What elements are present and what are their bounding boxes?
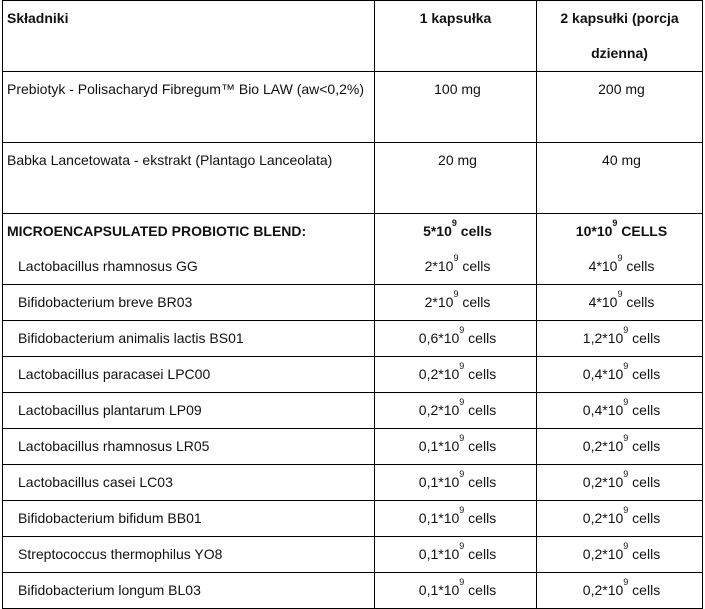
dose-exponent: 9 — [459, 361, 465, 371]
dose-unit: cells — [456, 223, 492, 239]
strain-dose-one-capsule — [375, 501, 537, 537]
dose-value: 0,2*10 — [582, 510, 624, 526]
dose-exponent: 9 — [617, 253, 623, 263]
dose-value: 0,2*10 — [418, 366, 460, 382]
strain-row — [3, 357, 703, 393]
strain-dose-two-capsules — [537, 429, 703, 465]
dose-two-capsules: 200 mg — [537, 72, 703, 143]
dose-unit: cells — [464, 330, 497, 346]
dose-unit: cells — [628, 402, 661, 418]
blend-dose-two-capsules — [537, 214, 703, 250]
strain-dose-two-capsules — [537, 573, 703, 609]
dose-exponent: 9 — [623, 505, 629, 515]
dose-value: 5*10 — [423, 223, 452, 239]
dose-unit: cells — [464, 402, 497, 418]
strain-dose-two-capsules — [537, 321, 703, 357]
dose-two-capsules: 40 mg — [537, 143, 703, 214]
dose-unit: cells — [628, 474, 661, 490]
dose-value: 2*10 — [424, 258, 454, 274]
dose-unit: cells — [464, 546, 497, 562]
strain-dose-one-capsule — [375, 285, 537, 321]
dose-unit: cells — [622, 294, 655, 310]
dose-value: 0,1*10 — [418, 474, 460, 490]
dose-exponent: 9 — [459, 397, 465, 407]
header-one-capsule: 1 kapsułka — [375, 1, 537, 72]
header-ingredients: Składniki — [3, 1, 375, 72]
dose-value: 4*10 — [588, 294, 618, 310]
strain-row — [3, 393, 703, 429]
dose-value: 0,1*10 — [418, 582, 460, 598]
strain-row — [3, 429, 703, 465]
strain-dose-one-capsule — [375, 357, 537, 393]
dose-unit: cells — [628, 510, 661, 526]
table-header-row — [3, 1, 703, 72]
ingredients-table — [2, 0, 703, 609]
strain-row — [3, 321, 703, 357]
dose-value: 0,2*10 — [582, 582, 624, 598]
strain-dose-two-capsules — [537, 465, 703, 501]
strain-name: Lactobacillus paracasei LPC00 — [3, 357, 375, 393]
strain-name: Lactobacillus rhamnosus LR05 — [3, 429, 375, 465]
strain-name: Streptococcus thermophilus YO8 — [3, 537, 375, 573]
dose-value: 0,1*10 — [418, 510, 460, 526]
strain-name: Bifidobacterium bifidum BB01 — [3, 501, 375, 537]
strain-dose-one-capsule — [375, 249, 537, 285]
strain-dose-one-capsule — [375, 573, 537, 609]
dose-value: 0,2*10 — [418, 402, 460, 418]
strain-dose-two-capsules — [537, 357, 703, 393]
dose-exponent: 9 — [459, 577, 465, 587]
strain-name: Lactobacillus rhamnosus GG — [3, 249, 375, 285]
dose-exponent: 9 — [617, 289, 623, 299]
strain-row — [3, 573, 703, 609]
header-two-capsules: 2 kapsułki (porcja dzienna) — [537, 1, 703, 72]
table-row — [3, 143, 703, 214]
dose-value: 0,2*10 — [582, 546, 624, 562]
dose-exponent: 9 — [623, 433, 629, 443]
table-body — [3, 72, 703, 609]
dose-unit: cells — [628, 582, 661, 598]
dose-unit: CELLS — [617, 223, 668, 239]
dose-one-capsule: 20 mg — [375, 143, 537, 214]
dose-exponent: 9 — [453, 253, 459, 263]
strain-row — [3, 285, 703, 321]
strain-row — [3, 465, 703, 501]
strain-dose-one-capsule — [375, 321, 537, 357]
dose-exponent: 9 — [459, 325, 465, 335]
dose-value: 0,2*10 — [582, 474, 624, 490]
dose-value: 4*10 — [588, 258, 618, 274]
dose-exponent: 9 — [623, 397, 629, 407]
dose-unit: cells — [628, 546, 661, 562]
dose-exponent: 9 — [459, 469, 465, 479]
dose-one-capsule: 100 mg — [375, 72, 537, 143]
strain-name: Bifidobacterium breve BR03 — [3, 285, 375, 321]
dose-unit: cells — [464, 474, 497, 490]
strain-dose-one-capsule — [375, 537, 537, 573]
dose-value: 1,2*10 — [582, 330, 624, 346]
strain-dose-two-capsules — [537, 285, 703, 321]
dose-value: 0,1*10 — [418, 546, 460, 562]
strain-dose-two-capsules — [537, 249, 703, 285]
blend-name: MICROENCAPSULATED PROBIOTIC BLEND: — [3, 214, 375, 250]
strain-name: Lactobacillus plantarum LP09 — [3, 393, 375, 429]
dose-value: 10*10 — [575, 223, 613, 239]
strain-row — [3, 249, 703, 285]
dose-unit: cells — [458, 294, 491, 310]
strain-row — [3, 537, 703, 573]
dose-exponent: 9 — [623, 325, 629, 335]
dose-value: 0,4*10 — [582, 366, 624, 382]
dose-exponent: 9 — [459, 541, 465, 551]
dose-exponent: 9 — [623, 541, 629, 551]
strain-dose-one-capsule — [375, 429, 537, 465]
strain-dose-one-capsule — [375, 465, 537, 501]
dose-unit: cells — [458, 258, 491, 274]
strain-row — [3, 501, 703, 537]
strain-dose-one-capsule — [375, 393, 537, 429]
dose-value: 2*10 — [424, 294, 454, 310]
dose-unit: cells — [622, 258, 655, 274]
strain-name: Bifidobacterium longum BL03 — [3, 573, 375, 609]
strain-dose-two-capsules — [537, 537, 703, 573]
dose-exponent: 9 — [459, 505, 465, 515]
dose-unit: cells — [464, 438, 497, 454]
dose-exponent: 9 — [623, 469, 629, 479]
dose-unit: cells — [464, 366, 497, 382]
strain-name: Bifidobacterium animalis lactis BS01 — [3, 321, 375, 357]
dose-exponent: 9 — [623, 361, 629, 371]
dose-unit: cells — [464, 582, 497, 598]
strain-name: Lactobacillus casei LC03 — [3, 465, 375, 501]
dose-exponent: 9 — [451, 218, 457, 228]
ingredient-name: Babka Lancetowata - ekstrakt (Plantago Lanceolata) — [3, 143, 375, 214]
dose-exponent: 9 — [623, 577, 629, 587]
dose-unit: cells — [628, 330, 661, 346]
dose-unit: cells — [464, 510, 497, 526]
dose-exponent: 9 — [453, 289, 459, 299]
dose-exponent: 9 — [459, 433, 465, 443]
blend-row — [3, 214, 703, 250]
dose-unit: cells — [628, 366, 661, 382]
strain-dose-two-capsules — [537, 501, 703, 537]
strain-dose-two-capsules — [537, 393, 703, 429]
dose-unit: cells — [628, 438, 661, 454]
dose-value: 0,4*10 — [582, 402, 624, 418]
dose-value: 0,1*10 — [418, 438, 460, 454]
dose-exponent: 9 — [612, 218, 618, 228]
dose-value: 0,2*10 — [582, 438, 624, 454]
ingredient-name: Prebiotyk - Polisacharyd Fibregum™ Bio LAW (aw<0,2%) — [3, 72, 375, 143]
table-row — [3, 72, 703, 143]
blend-dose-one-capsule — [375, 214, 537, 250]
dose-value: 0,6*10 — [418, 330, 460, 346]
